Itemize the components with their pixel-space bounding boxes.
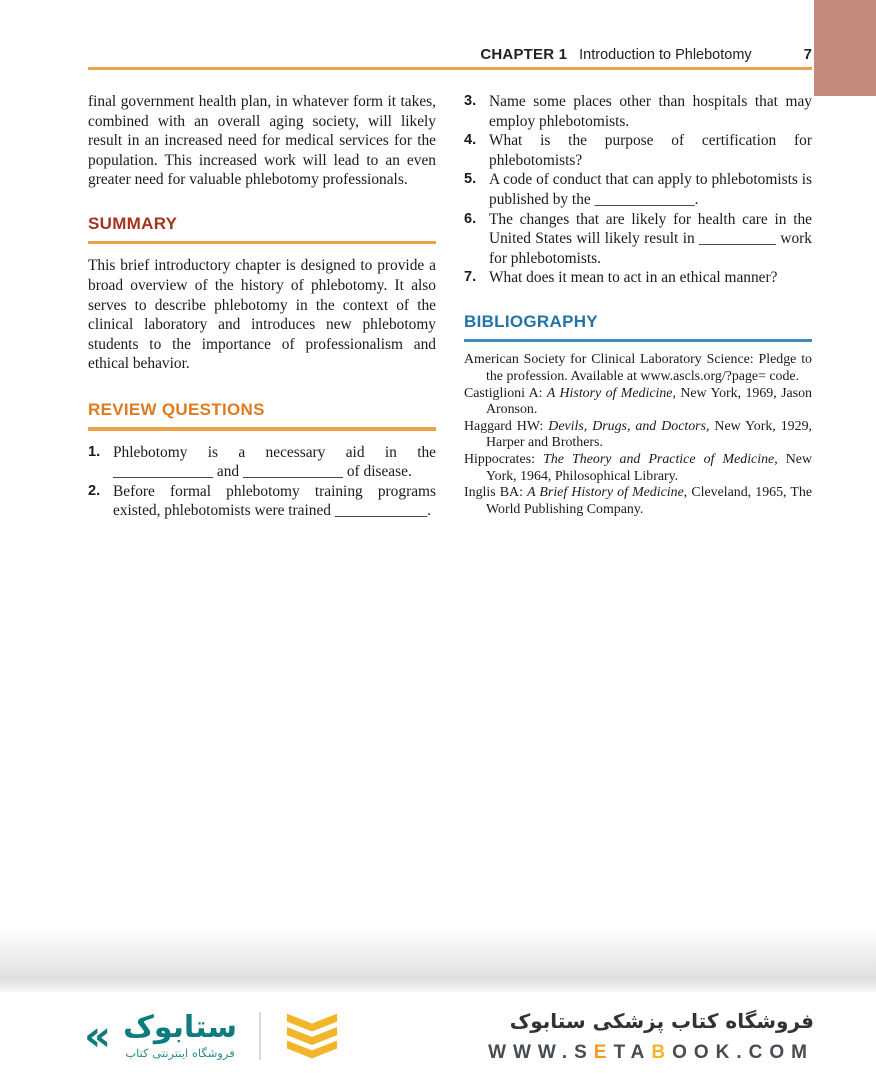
bib-text: , New York, 1964, Philosophical Library. xyxy=(486,452,812,484)
bib-text: , Cleveland, 1965, The World Publishing Company. xyxy=(486,485,812,517)
review-questions-rule xyxy=(88,427,436,431)
bib-title: A History of Medicine xyxy=(546,385,673,401)
url-segment: WWW.S xyxy=(488,1041,594,1063)
bib-text: Hippocrates: xyxy=(464,452,544,467)
question-item xyxy=(464,170,812,209)
logo-chevrons-icon: « xyxy=(84,1011,112,1061)
question-item xyxy=(464,210,812,269)
bibliography-list xyxy=(464,352,812,518)
bibliography-entry xyxy=(464,386,812,419)
question-text: The changes that are likely for health care in the United States will likely result in __________ work for phlebotomists. xyxy=(489,210,812,267)
bibliography-heading: BIBLIOGRAPHY xyxy=(464,311,598,331)
summary-paragraph: This brief introductory chapter is designed to provide a broad overview of the history of phlebotomy. It also serves to describe phlebotomy in the context of the clinical laboratory and introduces new phlebotomy students to the importance of professionalism and ethical behavior. xyxy=(88,257,436,373)
question-item xyxy=(88,443,436,482)
page-header xyxy=(88,46,812,63)
summary-heading: SUMMARY xyxy=(88,213,178,233)
question-text: Phlebotomy is a necessary aid in the _____________ and _____________ of disease. xyxy=(113,443,436,481)
intro-paragraph: final government health plan, in whatever form it takes, combined with an overall aging society, will likely result in an increased need for medical services for the population. This increased work will lead to an even greater need for valuable phlebotomy professionals. xyxy=(88,93,436,189)
review-questions-heading: REVIEW QUESTIONS xyxy=(88,400,265,420)
url-segment: OOK.COM xyxy=(672,1041,814,1063)
question-number: 7. xyxy=(464,269,477,286)
bibliography-entry xyxy=(464,419,812,452)
url-segment: E xyxy=(593,1041,614,1063)
question-text: Before formal phlebotomy training programs existed, phlebotomists were trained ____________. xyxy=(113,482,436,520)
logo-wordmark: ستابوک xyxy=(123,1009,237,1045)
bib-text: American Society for Clinical Laboratory Science: Pledge to the profession. Available at www.ascls.org/?page= code. xyxy=(464,352,812,385)
store-name: فروشگاه کتاب پزشکی ستابوک xyxy=(509,1008,814,1033)
question-text: Name some places other than hospitals that may employ phlebotomists. xyxy=(489,93,812,130)
question-text: A code of conduct that can apply to phlebotomists is published by the _____________. xyxy=(489,171,812,208)
bib-text: Castiglioni A: xyxy=(464,385,547,401)
logo-divider xyxy=(259,1012,261,1060)
question-item xyxy=(464,92,812,131)
bib-title: The Theory and Practice of Medicine xyxy=(543,452,775,467)
bib-title: A Brief History of Medicine xyxy=(527,485,684,501)
left-column xyxy=(88,92,436,521)
url-segment: TA xyxy=(613,1041,652,1063)
page-edge-shadow xyxy=(0,928,876,992)
book-chevrons-icon xyxy=(283,1010,341,1062)
right-column xyxy=(464,92,812,521)
question-item xyxy=(88,482,436,521)
bib-text: , New York, 1969, Jason Aronson. xyxy=(486,385,812,418)
summary-rule xyxy=(88,241,436,245)
question-number: 2. xyxy=(88,482,101,499)
bibliography-entry xyxy=(464,352,812,385)
bibliography-entry xyxy=(464,452,812,485)
questions-list-right xyxy=(464,92,812,288)
url-segment: B xyxy=(651,1041,673,1063)
chapter-title: Introduction to Phlebotomy xyxy=(579,47,752,63)
website-url xyxy=(488,1042,814,1064)
questions-list-left xyxy=(88,443,436,521)
chapter-label: CHAPTER 1 xyxy=(480,46,568,63)
question-number: 5. xyxy=(464,171,477,188)
question-number: 4. xyxy=(464,132,477,149)
question-item xyxy=(464,268,812,288)
question-text: What is the purpose of certification for phlebotomists? xyxy=(489,132,812,169)
question-text: What does it mean to act in an ethical manner? xyxy=(489,269,778,287)
question-item xyxy=(464,131,812,170)
bib-text: Inglis BA: xyxy=(464,485,528,501)
question-number: 3. xyxy=(464,93,477,109)
bib-title: Devils, Drugs, and Doctors xyxy=(548,418,706,434)
question-number: 6. xyxy=(464,210,477,227)
logo-text-block xyxy=(123,1009,237,1060)
question-number: 1. xyxy=(88,443,101,460)
bibliography-entry xyxy=(464,485,812,518)
page-number: 7 xyxy=(803,46,812,63)
footer xyxy=(0,992,876,1080)
bib-text: Haggard HW: xyxy=(464,418,549,434)
header-rule xyxy=(88,67,812,70)
page-content xyxy=(88,92,812,521)
corner-tab xyxy=(814,0,876,96)
footer-right xyxy=(488,1009,814,1064)
bibliography-rule xyxy=(464,339,812,343)
logo-tagline: فروشگاه اینترنتی کتاب xyxy=(125,1045,235,1060)
setabook-logo xyxy=(84,1010,341,1062)
bib-text: , New York, 1929, Harper and Brothers. xyxy=(486,418,812,451)
